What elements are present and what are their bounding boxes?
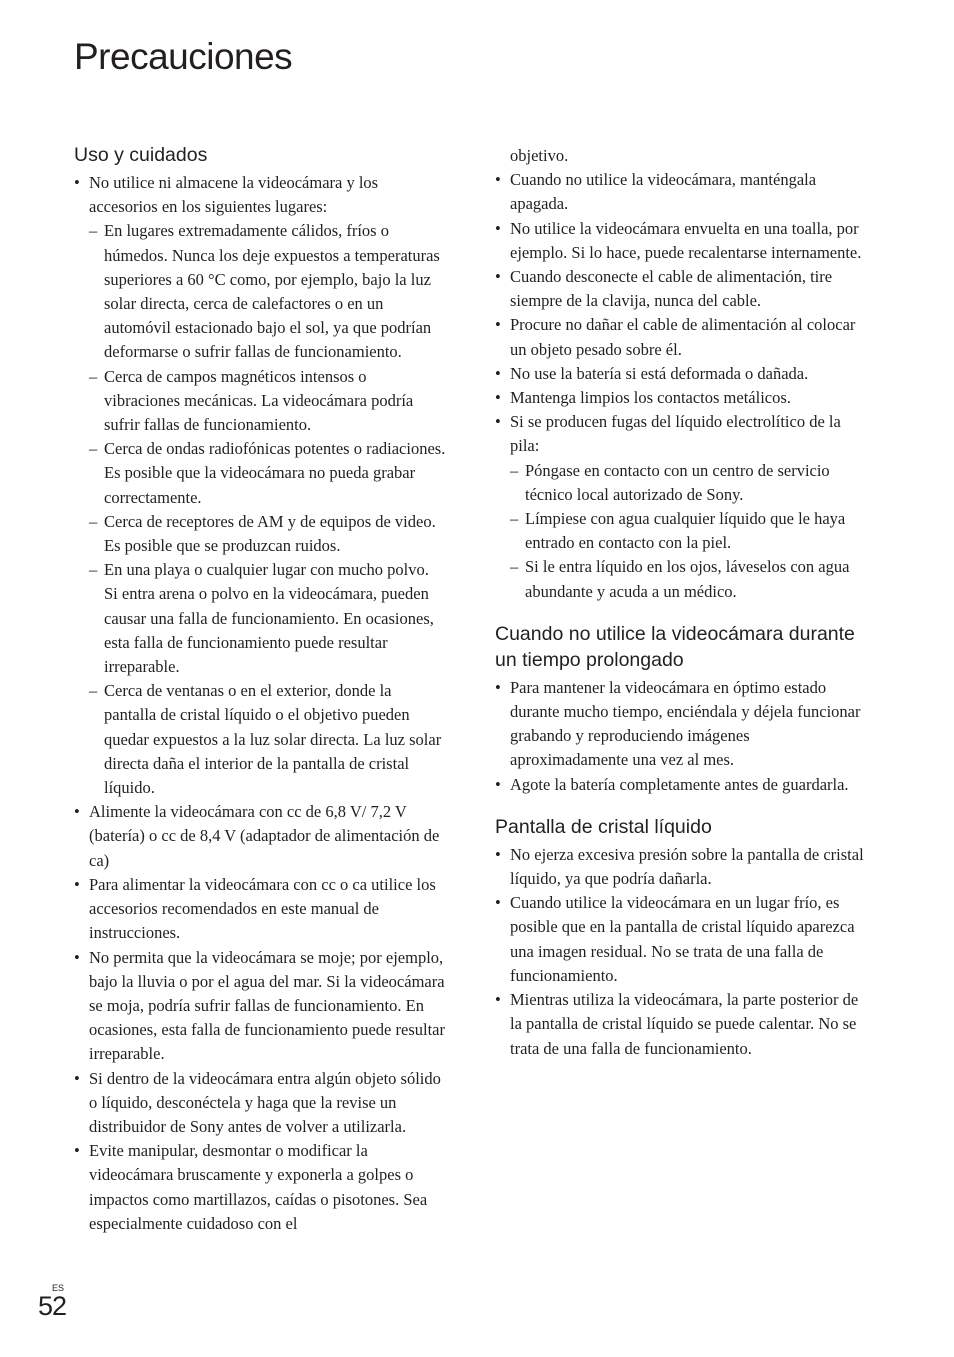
section-heading-pantalla: Pantalla de cristal líquido — [495, 815, 712, 838]
bullet-item: • Mientras utiliza la videocámara, la parte posterior de la pantalla de cristal líquido se puede calentar. No se trata de una falla de funcionamiento. — [495, 988, 867, 1061]
bullet-item: • No ejerza excesiva presión sobre la pantalla de cristal líquido, ya que podría dañarla. — [495, 843, 867, 891]
page-title: Precauciones — [74, 36, 293, 77]
sub-item: – Cerca de campos magnéticos intensos o vibraciones mecánicas. La videocámara podría sufrir fallas de funcionamiento. — [74, 365, 446, 438]
bullet-item: • No utilice la videocámara envuelta en una toalla, por ejemplo. Si lo hace, puede recalentarse internamente. — [495, 217, 867, 265]
bullet-item: • Si dentro de la videocámara entra algún objeto sólido o líquido, desconéctela y haga que la revise un distribuidor de Sony antes de volver a utilizarla. — [74, 1067, 446, 1140]
bullet-item: • Agote la batería completamente antes de guardarla. — [495, 773, 867, 797]
bullet-item: • Procure no dañar el cable de alimentación al colocar un objeto pesado sobre él. — [495, 313, 867, 361]
sub-item: – Póngase en contacto con un centro de servicio técnico local autorizado de Sony. — [495, 459, 867, 507]
sub-item: – Cerca de ventanas o en el exterior, donde la pantalla de cristal líquido o el objetivo pueden quedar expuestos a la luz solar directa. La luz solar directa daña el interior de la pantalla de cristal líquido. — [74, 679, 446, 800]
right-column — [495, 142, 867, 1061]
sub-item: – Cerca de ondas radiofónicas potentes o radiaciones. Es posible que la videocámara no pueda grabar correctamente. — [74, 437, 446, 510]
sub-item: – Cerca de receptores de AM y de equipos de video. Es posible que se produzcan ruidos. — [74, 510, 446, 558]
sub-item: – En lugares extremadamente cálidos, fríos o húmedos. Nunca los deje expuestos a temperaturas superiores a 60 °C como, por ejemplo, bajo la luz solar directa, cerca de calefactores o en un automóvil estacionado bajo el sol, ya que podrían deformarse o sufrir fallas de funcionamiento. — [74, 219, 446, 364]
bullet-item: • Evite manipular, desmontar o modificar la videocámara bruscamente y exponerla a golpes o impactos como martillazos, caídas o pisotones. Sea especialmente cuidadoso con el — [74, 1139, 446, 1236]
section-heading-uso-y-cuidados: Uso y cuidados — [74, 144, 208, 166]
sub-item: – En una playa o cualquier lugar con mucho polvo. Si entra arena o polvo en la videocámara, pueden causar una falla de funcionamiento. En ocasiones, esta falla de funcionamiento puede resultar irreparable. — [74, 558, 446, 679]
bullet-item: • Si se producen fugas del líquido electrolítico de la pila: — [495, 410, 867, 458]
continued-text: objetivo. — [510, 146, 569, 165]
bullet-item: • Mantenga limpios los contactos metálicos. — [495, 386, 867, 410]
bullet-item: • Para alimentar la videocámara con cc o ca utilice los accesorios recomendados en este manual de instrucciones. — [74, 873, 446, 946]
language-code: ES — [52, 1283, 65, 1293]
sub-item: – Si le entra líquido en los ojos, láveselos con agua abundante y acuda a un médico. — [495, 555, 867, 603]
bullet-item: • No utilice ni almacene la videocámara y los accesorios en los siguientes lugares: — [74, 171, 446, 219]
bullet-item: • Cuando no utilice la videocámara, manténgala apagada. — [495, 168, 867, 216]
bullet-item: • No use la batería si está deformada o dañada. — [495, 362, 867, 386]
bullet-item: • Cuando utilice la videocámara en un lugar frío, es posible que en la pantalla de cristal líquido aparezca una imagen residual. No se trata de una falla de funcionamiento. — [495, 891, 867, 988]
bullet-item: • Alimente la videocámara con cc de 6,8 V/ 7,2 V (batería) o cc de 8,4 V (adaptador de alimentación de ca) — [74, 800, 446, 873]
page-number: 52 — [38, 1291, 67, 1321]
sub-item: – Límpiese con agua cualquier líquido que le haya entrado en contacto con la piel. — [495, 507, 867, 555]
bullet-item: • Cuando desconecte el cable de alimentación, tire siempre de la clavija, nunca del cable. — [495, 265, 867, 313]
left-column — [74, 142, 446, 1236]
section-heading-tiempo-prolongado: Cuando no utilice la videocámara durante un tiempo prolongado — [495, 622, 855, 671]
bullet-item: • Para mantener la videocámara en óptimo estado durante mucho tiempo, enciéndala y déjela funcionar grabando y reproduciendo imágenes aproximadamente una vez al mes. — [495, 676, 867, 773]
bullet-item: • No permita que la videocámara se moje; por ejemplo, bajo la lluvia o por el agua del mar. Si la videocámara se moja, podría sufrir fallas de funcionamiento. En ocasiones, esta falla de funcionamiento puede resultar irreparable. — [74, 946, 446, 1067]
